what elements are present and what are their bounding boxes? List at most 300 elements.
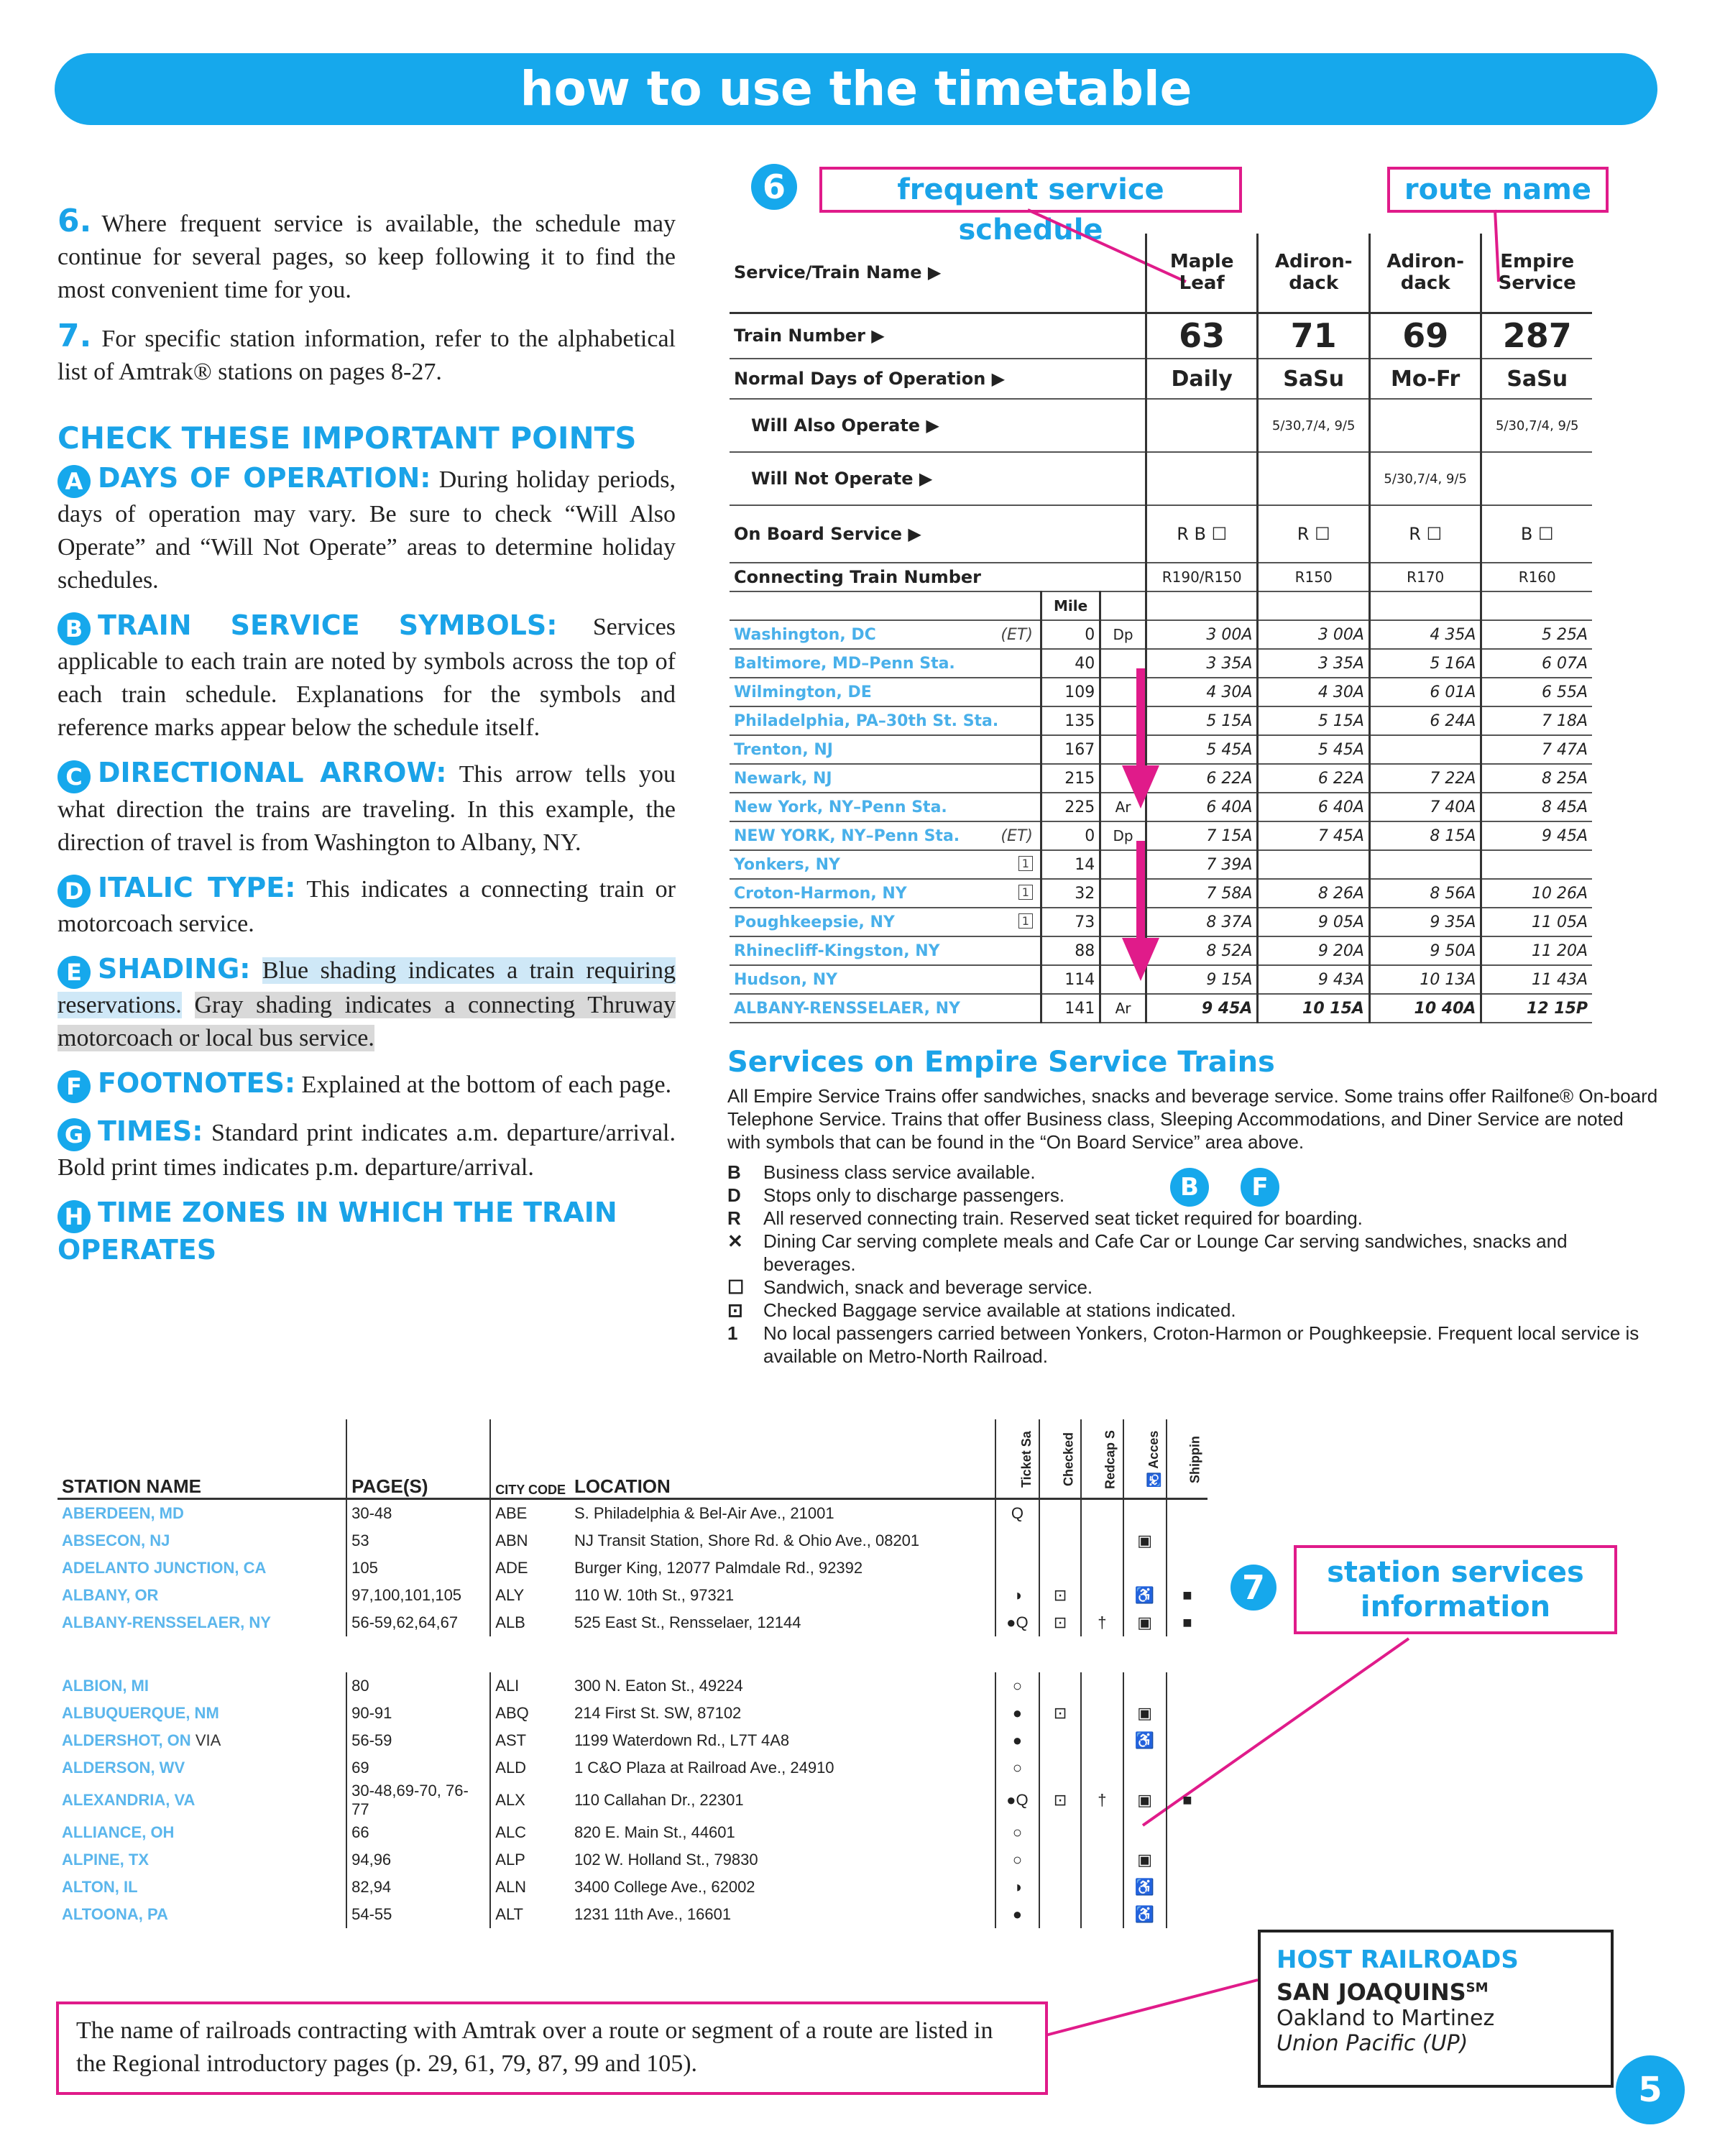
- station-link[interactable]: [58, 1819, 346, 1846]
- station-name-text: ALBANY-RENSSELAER, NY: [734, 999, 960, 1018]
- time-cell: [1369, 850, 1481, 879]
- time-cell: 5 16A: [1369, 649, 1481, 678]
- station-mile: 88: [1041, 936, 1100, 965]
- station-service-cell: [1081, 1727, 1123, 1754]
- station-link-text: ALBANY-RENSSELAER, NY: [62, 1613, 271, 1631]
- station-mile: 141: [1041, 994, 1100, 1023]
- station-service-cell: ♿: [1123, 1582, 1167, 1609]
- station-mile: 114: [1041, 965, 1100, 994]
- station-pages: 56-59: [346, 1727, 490, 1754]
- station-via: VIA: [195, 1731, 221, 1749]
- station-service-cell: [995, 1527, 1039, 1554]
- station-location: 525 East St., Rensselaer, 12144: [574, 1613, 801, 1631]
- station-link-text: ALEXANDRIA, VA: [62, 1790, 196, 1809]
- time-cell: [1369, 735, 1481, 764]
- time-cell: 9 15A: [1146, 965, 1258, 994]
- station-name-text: New York, NY–Penn Sta.: [734, 798, 947, 816]
- badge-a: A: [58, 465, 91, 498]
- station-pages: 80: [346, 1654, 490, 1700]
- service-text: Business class service available.: [763, 1161, 1036, 1183]
- station-mile: 40: [1041, 649, 1100, 678]
- time-cell: 9 05A: [1258, 908, 1370, 936]
- timetable-row: [730, 620, 1592, 649]
- station-link[interactable]: [58, 1901, 346, 1928]
- station-name-text: Poughkeepsie, NY: [734, 913, 895, 931]
- station-mile: 73: [1041, 908, 1100, 936]
- station-services-callout: station services information: [1294, 1545, 1617, 1634]
- time-cell: 8 45A: [1481, 793, 1592, 821]
- time-cell: 4 30A: [1146, 678, 1258, 706]
- station-name-text: Hudson, NY: [734, 970, 838, 989]
- station-dir: Dp: [1100, 821, 1146, 850]
- train-also: 5/30,7/4, 9/5: [1481, 399, 1592, 452]
- station-service-cell: †: [1081, 1609, 1123, 1654]
- station-link[interactable]: [58, 1874, 346, 1901]
- station-service-cell: [1123, 1554, 1167, 1582]
- time-cell: 6 22A: [1146, 764, 1258, 793]
- station-service-cell: [1081, 1554, 1123, 1582]
- timetable-row: [730, 764, 1592, 793]
- station-table: [58, 1419, 1208, 1928]
- svc-header-redcap: Redcap S: [1081, 1419, 1123, 1498]
- station-service-cell: [1167, 1498, 1208, 1527]
- time-cell: 9 45A: [1146, 994, 1258, 1023]
- station-link[interactable]: [58, 1498, 346, 1527]
- train-name: Adiron-dack: [1369, 234, 1481, 313]
- train-also: [1369, 399, 1481, 452]
- station-code: ALN: [490, 1874, 570, 1901]
- station-name: [730, 793, 1041, 821]
- time-cell: 9 43A: [1258, 965, 1370, 994]
- point-e-gray-text: Gray shading indicates a connecting Thruway motorcoach or local bus service.: [58, 992, 676, 1052]
- station-location: 102 W. Holland St., 79830: [574, 1850, 758, 1869]
- timetable-row: [730, 850, 1592, 879]
- station-name-text: Wilmington, DE: [734, 683, 872, 701]
- mile-header: Mile: [1041, 591, 1100, 620]
- timetable-row: [730, 965, 1592, 994]
- location-header: LOCATION: [570, 1419, 995, 1498]
- time-cell: 4 35A: [1369, 620, 1481, 649]
- station-service-cell: ▣: [1123, 1527, 1167, 1554]
- station-location: 820 E. Main St., 44601: [574, 1823, 735, 1841]
- time-cell: 3 35A: [1146, 649, 1258, 678]
- time-cell: 8 25A: [1481, 764, 1592, 793]
- time-cell: 6 07A: [1481, 649, 1592, 678]
- badge-g: G: [58, 1118, 91, 1151]
- station-service-cell: ●: [995, 1901, 1039, 1928]
- station-location: S. Philadelphia & Bel-Air Ave., 21001: [574, 1503, 834, 1522]
- station-link-text: ABERDEEN, MD: [62, 1503, 184, 1522]
- host-line: [1046, 1980, 1258, 2035]
- train-also: [1146, 399, 1258, 452]
- station-service-cell: [1081, 1654, 1123, 1700]
- station-service-cell: [1167, 1700, 1208, 1727]
- station-service-cell: [1081, 1582, 1123, 1609]
- time-cell: 10 40A: [1369, 994, 1481, 1023]
- time-cell: 7 39A: [1146, 850, 1258, 879]
- station-name: [730, 908, 1041, 936]
- station-service-cell: ◑: [995, 1582, 1039, 1609]
- time-cell: 9 45A: [1481, 821, 1592, 850]
- point-e-head: SHADING:: [98, 952, 251, 985]
- station-name-text: Newark, NJ: [734, 769, 832, 788]
- table-row: [58, 1498, 1208, 1527]
- station-name: [730, 821, 1041, 850]
- station-name-text: Croton-Harmon, NY: [734, 884, 907, 903]
- station-service-cell: [1081, 1527, 1123, 1554]
- station-service-cell: ■: [1167, 1609, 1208, 1654]
- station-service-cell: ⊡: [1039, 1700, 1081, 1727]
- station-link[interactable]: [58, 1754, 346, 1782]
- station-dir: Dp: [1100, 620, 1146, 649]
- time-cell: 6 55A: [1481, 678, 1592, 706]
- station-service-cell: [1039, 1554, 1081, 1582]
- badge-h: H: [58, 1200, 91, 1233]
- service-symbol: D: [727, 1184, 741, 1206]
- row-label-number: Train Number ▶: [730, 313, 1041, 359]
- point-a-text: During holiday periods, days of operation may vary. Be sure to check “Will Also Operate” and “Will Not Operate” areas to determine holiday schedules.: [58, 466, 676, 594]
- host-railroad: Union Pacific (UP): [1276, 2031, 1468, 2056]
- service-item: [727, 1322, 1662, 1368]
- station-name: [730, 879, 1041, 908]
- station-service-cell: [1167, 1754, 1208, 1782]
- station-service-cell: [1081, 1819, 1123, 1846]
- station-name-text: Philadelphia, PA–30th St. Sta.: [734, 711, 999, 730]
- station-service-cell: ▣: [1123, 1700, 1167, 1727]
- station-service-cell: [1123, 1498, 1167, 1527]
- time-cell: 7 22A: [1369, 764, 1481, 793]
- direction-arrow-head-1: [1122, 765, 1159, 808]
- station-service-cell: ■: [1167, 1782, 1208, 1819]
- host-railroads-box: [1258, 1930, 1614, 2088]
- time-cell: 5 15A: [1258, 706, 1370, 735]
- train-connecting: R170: [1369, 563, 1481, 591]
- time-cell: 7 45A: [1258, 821, 1370, 850]
- badge-d: D: [58, 875, 91, 908]
- station-name-text: Baltimore, MD–Penn Sta.: [734, 654, 955, 673]
- station-pages: 66: [346, 1819, 490, 1846]
- station-dir: Ar: [1100, 793, 1146, 821]
- station-service-cell: ▣: [1123, 1609, 1167, 1654]
- point-g-head: TIMES:: [98, 1115, 203, 1148]
- station-location: 3400 College Ave., 62002: [574, 1877, 755, 1896]
- station-name: [730, 678, 1041, 706]
- service-text: All reserved connecting train. Reserved seat ticket required for boarding.: [763, 1207, 1363, 1229]
- station-link-text: ALLIANCE, OH: [62, 1823, 175, 1841]
- train-connecting: R190/R150: [1146, 563, 1258, 591]
- badge-b: B: [58, 612, 91, 645]
- station-service-cell: †: [1081, 1782, 1123, 1819]
- station-service-cell: [1123, 1654, 1167, 1700]
- time-cell: 6 01A: [1369, 678, 1481, 706]
- station-code: AST: [490, 1727, 570, 1754]
- frequent-service-callout: frequent service schedule: [819, 167, 1242, 213]
- station-code: ALP: [490, 1846, 570, 1874]
- station-name: [730, 620, 1041, 649]
- callout-6-badge: 6: [751, 164, 797, 210]
- service-item: [727, 1276, 1662, 1299]
- code-header: CITY CODE: [490, 1419, 570, 1498]
- station-dir: Ar: [1100, 994, 1146, 1023]
- station-tz: (ET): [1000, 826, 1033, 845]
- station-mile: 167: [1041, 735, 1100, 764]
- station-service-cell: ⊡: [1039, 1782, 1081, 1819]
- time-cell: 10 15A: [1258, 994, 1370, 1023]
- station-service-cell: [1039, 1498, 1081, 1527]
- table-row: [58, 1582, 1208, 1609]
- point-b-head: TRAIN SERVICE SYMBOLS:: [98, 609, 558, 642]
- station-service-cell: [1039, 1874, 1081, 1901]
- table-row: [58, 1901, 1208, 1928]
- services-intro: All Empire Service Trains offer sandwiches, snacks and beverage service. Some trains offer Railfone® On-board Telephone Service. Trains that offer Business class, Sleeping Accommodations, and Diner Service are noted with symbols that can be found in the “On Board Service” area above.: [727, 1085, 1658, 1153]
- time-cell: 5 45A: [1146, 735, 1258, 764]
- station-service-cell: ◑: [995, 1874, 1039, 1901]
- station-code: ABE: [490, 1498, 570, 1527]
- time-cell: 3 35A: [1258, 649, 1370, 678]
- station-mile: 32: [1041, 879, 1100, 908]
- station-name-header: STATION NAME: [58, 1419, 346, 1498]
- station-name-text: Trenton, NJ: [734, 740, 833, 759]
- train-number: 69: [1369, 313, 1481, 359]
- station-pages: 69: [346, 1754, 490, 1782]
- station-service-cell: ●Q: [995, 1609, 1039, 1654]
- station-location: 110 W. 10th St., 97321: [574, 1585, 735, 1604]
- time-cell: 10 13A: [1369, 965, 1481, 994]
- station-mile: 109: [1041, 678, 1100, 706]
- station-pages: 30-48,69-70, 76-77: [346, 1782, 490, 1819]
- station-pages: 56-59,62,64,67: [346, 1609, 490, 1654]
- timetable-row: [730, 908, 1592, 936]
- station-mile: 14: [1041, 850, 1100, 879]
- table-row: [58, 1727, 1208, 1754]
- table-row: [58, 1527, 1208, 1554]
- station-mile: 215: [1041, 764, 1100, 793]
- timetable-row: [730, 936, 1592, 965]
- train-name: Adiron-dack: [1258, 234, 1370, 313]
- time-cell: 5 45A: [1258, 735, 1370, 764]
- time-cell: 6 22A: [1258, 764, 1370, 793]
- point-f-text: Explained at the bottom of each page.: [301, 1072, 672, 1099]
- station-service-cell: ○: [995, 1846, 1039, 1874]
- train-not: 5/30,7/4, 9/5: [1369, 452, 1481, 505]
- number-7: 7.: [58, 318, 92, 354]
- station-service-cell: ⊡: [1039, 1582, 1081, 1609]
- time-cell: 8 37A: [1146, 908, 1258, 936]
- svc-header-checked: Checked: [1039, 1419, 1081, 1498]
- station-service-cell: [1039, 1819, 1081, 1846]
- host-route-sup: SM: [1466, 1980, 1489, 1996]
- station-service-cell: [1039, 1901, 1081, 1928]
- station-link[interactable]: [58, 1609, 346, 1654]
- station-service-cell: ▣: [1123, 1782, 1167, 1819]
- station-service-cell: [1039, 1727, 1081, 1754]
- station-service-cell: Q: [995, 1498, 1039, 1527]
- point-g-text: Standard print indicates a.m. departure/arrival. Bold print times indicates p.m. departure/arrival.: [58, 1120, 676, 1181]
- service-symbol: 1: [727, 1322, 738, 1344]
- time-cell: 8 26A: [1258, 879, 1370, 908]
- time-cell: 5 15A: [1146, 706, 1258, 735]
- time-cell: 8 56A: [1369, 879, 1481, 908]
- station-mile: 225: [1041, 793, 1100, 821]
- station-service-cell: [1081, 1700, 1123, 1727]
- page-title: how to use the timetable: [520, 61, 1192, 116]
- service-symbol: B: [727, 1161, 741, 1183]
- row-label-days: Normal Days of Operation ▶: [730, 359, 1041, 399]
- station-service-cell: [1167, 1727, 1208, 1754]
- svc-header-access: ♿ Acces: [1123, 1419, 1167, 1498]
- station-link[interactable]: [58, 1727, 346, 1754]
- station-pages: 97,100,101,105: [346, 1582, 490, 1609]
- station-service-cell: ■: [1167, 1582, 1208, 1609]
- station-name-text: Washington, DC: [734, 625, 876, 644]
- time-cell: 11 05A: [1481, 908, 1592, 936]
- service-symbol: ☐: [727, 1276, 745, 1298]
- table-row: [58, 1782, 1208, 1819]
- badge-c: C: [58, 760, 91, 793]
- station-service-cell: [1167, 1846, 1208, 1874]
- service-symbol: ⊡: [727, 1299, 743, 1321]
- station-link[interactable]: [58, 1582, 346, 1609]
- station-service-cell: ○: [995, 1654, 1039, 1700]
- station-service-cell: ○: [995, 1754, 1039, 1782]
- station-link[interactable]: [58, 1700, 346, 1727]
- point-e-blue-text: Blue shading indicates a train requiring reservations.: [58, 957, 676, 1019]
- check-title: CHECK THESE IMPORTANT POINTS: [58, 420, 637, 456]
- station-name: [730, 994, 1041, 1023]
- station-code: ALT: [490, 1901, 570, 1928]
- time-cell: 5 25A: [1481, 620, 1592, 649]
- train-name: Empire Service: [1481, 234, 1592, 313]
- station-service-cell: [1081, 1874, 1123, 1901]
- point-c-head: DIRECTIONAL ARROW:: [98, 757, 447, 789]
- station-link-text: ADELANTO JUNCTION, CA: [62, 1558, 267, 1577]
- time-cell: 7 15A: [1146, 821, 1258, 850]
- station-name: [730, 706, 1041, 735]
- station-code: ABN: [490, 1527, 570, 1554]
- station-mark: 1: [1018, 885, 1033, 900]
- point-f-head: FOOTNOTES:: [98, 1067, 296, 1100]
- callout-7-badge: 7: [1230, 1565, 1276, 1611]
- station-service-cell: [1167, 1901, 1208, 1928]
- time-cell: 10 26A: [1481, 879, 1592, 908]
- route-name-callout: route name: [1387, 167, 1609, 213]
- time-cell: 9 50A: [1369, 936, 1481, 965]
- point-d-head: ITALIC TYPE:: [98, 871, 296, 903]
- time-cell: 6 24A: [1369, 706, 1481, 735]
- page-number: 5: [1616, 2055, 1685, 2124]
- station-service-cell: ●: [995, 1700, 1039, 1727]
- train-not: [1146, 452, 1258, 505]
- timetable-row: [730, 735, 1592, 764]
- time-cell: 6 40A: [1146, 793, 1258, 821]
- station-pages: 53: [346, 1527, 490, 1554]
- station-service-cell: [1081, 1754, 1123, 1782]
- station-name-text: Yonkers, NY: [734, 855, 840, 874]
- station-location: NJ Transit Station, Shore Rd. & Ohio Ave., 08201: [574, 1531, 920, 1549]
- station-link-text: ALTON, IL: [62, 1877, 138, 1896]
- services-title: Services on Empire Service Trains: [727, 1046, 1275, 1079]
- station-location: 110 Callahan Dr., 22301: [574, 1790, 744, 1809]
- station-link[interactable]: [58, 1554, 346, 1582]
- station-service-cell: [1123, 1754, 1167, 1782]
- host-route-name: SAN JOAQUINS: [1276, 1978, 1466, 2006]
- train-days: SaSu: [1258, 359, 1370, 399]
- station-service-cell: [1039, 1527, 1081, 1554]
- station-link-text: ALPINE, TX: [62, 1850, 150, 1869]
- station-link[interactable]: [58, 1654, 346, 1700]
- direction-arrow-head-2: [1122, 938, 1159, 981]
- station-location: 1199 Waterdown Rd., L7T 4A8: [574, 1731, 790, 1749]
- time-cell: 3 00A: [1146, 620, 1258, 649]
- station-name-text: NEW YORK, NY–Penn Sta.: [734, 826, 960, 845]
- table-row: [58, 1654, 1208, 1700]
- point-d-text: This indicates a connecting train or motorcoach service.: [58, 875, 676, 937]
- station-link[interactable]: [58, 1782, 346, 1819]
- station-pages: 30-48: [346, 1498, 490, 1527]
- station-service-cell: ♿: [1123, 1901, 1167, 1928]
- station-link[interactable]: [58, 1846, 346, 1874]
- service-text: No local passengers carried between Yonkers, Croton-Harmon or Poughkeepsie. Frequent local service is available on Metro-North Railroad.: [763, 1322, 1639, 1367]
- station-code: ALD: [490, 1754, 570, 1782]
- station-code: ABQ: [490, 1700, 570, 1727]
- station-service-cell: [1167, 1874, 1208, 1901]
- time-cell: 3 00A: [1258, 620, 1370, 649]
- row-label-onboard: On Board Service ▶: [730, 505, 1041, 563]
- table-row: [58, 1846, 1208, 1874]
- time-cell: 6 40A: [1258, 793, 1370, 821]
- station-service-cell: ●: [995, 1727, 1039, 1754]
- station-service-cell: [1039, 1846, 1081, 1874]
- station-service-cell: ♿: [1123, 1874, 1167, 1901]
- station-name: [730, 649, 1041, 678]
- station-name: [730, 764, 1041, 793]
- row-label-also: Will Also Operate ▶: [730, 399, 1041, 452]
- row-label-not: Will Not Operate ▶: [730, 452, 1041, 505]
- station-link-text: ALBANY, OR: [62, 1585, 159, 1604]
- station-link-text: ALTOONA, PA: [62, 1904, 168, 1923]
- train-days: SaSu: [1481, 359, 1592, 399]
- train-also: 5/30,7/4, 9/5: [1258, 399, 1370, 452]
- station-service-cell: [1081, 1846, 1123, 1874]
- station-pages: 54-55: [346, 1901, 490, 1928]
- station-link-text: ALBUQUERQUE, NM: [62, 1703, 219, 1722]
- direction-arrow-2: [1136, 841, 1145, 941]
- table-row: [58, 1819, 1208, 1846]
- time-cell: 11 20A: [1481, 936, 1592, 965]
- table-row: [58, 1609, 1208, 1654]
- station-service-cell: [995, 1554, 1039, 1582]
- station-mark: 1: [1018, 856, 1033, 871]
- station-name: [730, 850, 1041, 879]
- time-cell: 7 58A: [1146, 879, 1258, 908]
- service-symbol: R: [727, 1207, 741, 1229]
- timetable-row: [730, 994, 1592, 1023]
- point-b-text: Services applicable to each train are noted by symbols across the top of each train schedule. Explanations for the symbols and reference marks appear below the schedule itself.: [58, 614, 676, 742]
- station-service-cell: [1039, 1654, 1081, 1700]
- service-text: Stops only to discharge passengers.: [763, 1184, 1065, 1206]
- train-days: Mo-Fr: [1369, 359, 1481, 399]
- station-service-cell: [1167, 1819, 1208, 1846]
- station-name: [730, 936, 1041, 965]
- service-text: Sandwich, snack and beverage service.: [763, 1276, 1093, 1298]
- time-cell: 7 40A: [1369, 793, 1481, 821]
- host-railroads-note: The name of railroads contracting with Amtrak over a route or segment of a route are listed in the Regional introductory pages (p. 29, 61, 79, 87, 99 and 105).: [56, 2001, 1048, 2095]
- timetable: [730, 234, 1592, 1017]
- station-name: [730, 735, 1041, 764]
- paragraph-7-text: For specific station information, refer to the alphabetical list of Amtrak® stations on pages 8-27.: [58, 326, 676, 385]
- station-link[interactable]: [58, 1527, 346, 1554]
- direction-arrow-1: [1136, 668, 1145, 769]
